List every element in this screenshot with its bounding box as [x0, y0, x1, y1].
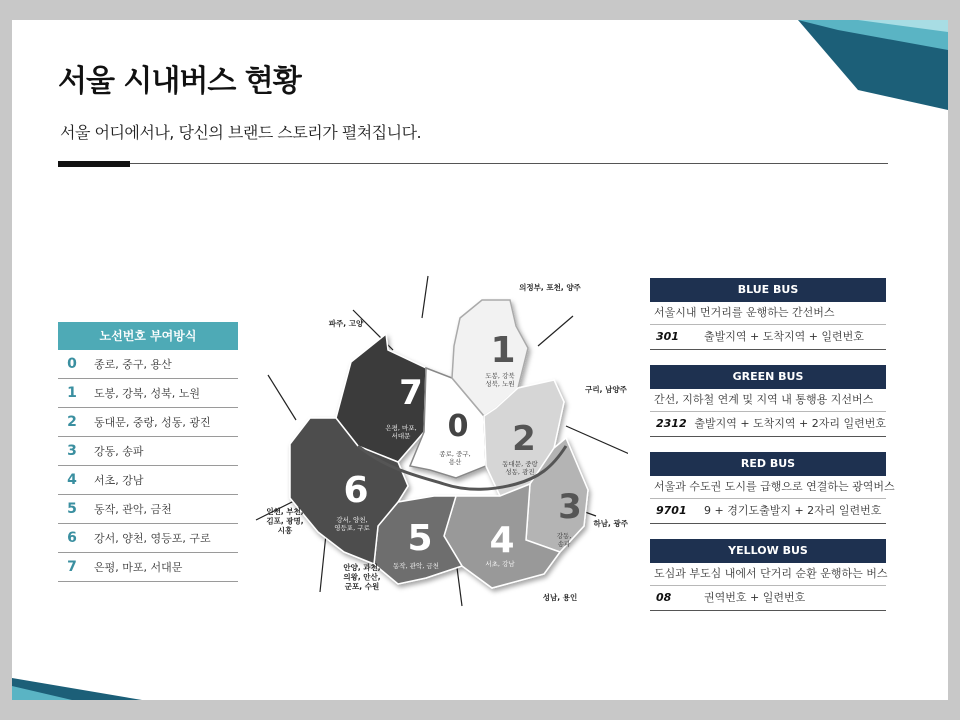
seoul-zone-map — [248, 270, 628, 610]
zone-caption-3: 강동, 송파 — [556, 532, 572, 549]
zone-caption-5: 동작, 관악, 금천 — [393, 562, 439, 570]
corner-decoration-top-right — [798, 20, 948, 110]
legend-number: 5 — [67, 501, 77, 517]
legend-title: 노선번호 부여방식 — [58, 322, 238, 350]
bus-number-formula: 권역번호 + 일련번호 — [704, 591, 806, 604]
bus-description: 도심과 부도심 내에서 단거리 순환 운행하는 버스 — [650, 563, 886, 586]
legend-areas: 강동, 송파 — [94, 445, 144, 458]
bus-panel-red — [650, 452, 895, 524]
outer-label-north: 의정부, 포천, 양주 — [519, 283, 581, 292]
bus-name: RED BUS — [650, 452, 886, 476]
zone-caption-2: 동대문, 중랑 성동, 광진 — [502, 460, 538, 477]
legend-number: 6 — [67, 530, 77, 546]
legend-number: 4 — [67, 472, 77, 488]
page-subtitle: 서울 어디에서나, 당신의 브랜드 스토리가 펼쳐집니다. — [60, 123, 422, 142]
bus-example-code: 2312 — [656, 417, 687, 430]
bus-number-rule — [650, 586, 886, 611]
bus-number-rule — [650, 325, 886, 350]
legend-row — [58, 495, 238, 524]
zone-number-5: 5 — [407, 518, 433, 559]
divider — [58, 163, 888, 164]
outer-label-southwest: 안양, 과천, 의왕, 안산, 군포, 수원 — [343, 563, 381, 591]
slide — [12, 20, 948, 700]
corner-decoration-bottom-left — [12, 678, 142, 700]
zone-caption-1: 도봉, 강북 성북, 노원 — [485, 372, 515, 389]
zone-number-0: 0 — [447, 409, 469, 444]
legend-areas: 종로, 중구, 용산 — [94, 358, 172, 371]
zone-number-2: 2 — [512, 419, 536, 459]
legend-row — [58, 379, 238, 408]
legend-number: 7 — [67, 559, 77, 575]
bus-number-formula: 출발지역 + 도착지역 + 일련번호 — [704, 330, 864, 343]
zone-number-4: 4 — [489, 520, 515, 561]
zone-number-1: 1 — [490, 330, 516, 371]
outer-label-northwest: 파주, 고양 — [328, 319, 364, 328]
bus-name: YELLOW BUS — [650, 539, 886, 563]
zone-caption-0: 종로, 중구, 용산 — [439, 450, 471, 467]
bus-number-rule — [650, 412, 886, 437]
legend-areas: 동작, 관악, 금천 — [94, 503, 172, 516]
outer-label-southeast: 하남, 광주 — [593, 519, 628, 528]
bus-number-rule — [650, 499, 886, 524]
bus-description: 간선, 지하철 연계 및 지역 내 통행용 지선버스 — [650, 389, 886, 412]
bus-panel-green — [650, 365, 886, 437]
legend-row — [58, 524, 238, 553]
zone-number-6: 6 — [343, 470, 369, 511]
outer-label-east: 구리, 남양주 — [585, 385, 627, 394]
bus-description: 서울과 수도권 도시를 급행으로 연결하는 광역버스 — [650, 476, 886, 499]
legend-number: 2 — [67, 414, 77, 430]
legend-number: 1 — [67, 385, 77, 401]
zone-number-7: 7 — [399, 373, 423, 413]
bus-name: GREEN BUS — [650, 365, 886, 389]
bus-example-code: 9701 — [656, 504, 687, 517]
legend-row — [58, 350, 238, 379]
bus-panel-yellow — [650, 539, 886, 611]
outer-label-south: 성남, 용인 — [542, 593, 578, 602]
page-title: 서울 시내버스 현황 — [58, 64, 301, 99]
bus-description: 서울시내 먼거리를 운행하는 간선버스 — [650, 302, 886, 325]
legend-areas: 동대문, 중랑, 성동, 광진 — [94, 416, 211, 429]
legend-row — [58, 437, 238, 466]
legend-number: 0 — [67, 356, 77, 372]
bus-number-formula: 출발지역 + 도착지역 + 2자리 일련번호 — [694, 417, 886, 430]
legend-areas: 강서, 양천, 영등포, 구로 — [94, 532, 211, 545]
bus-name: BLUE BUS — [650, 278, 886, 302]
route-number-legend — [58, 322, 238, 582]
bus-example-code: 08 — [656, 591, 672, 604]
legend-row — [58, 408, 238, 437]
legend-areas: 은평, 마포, 서대문 — [94, 561, 183, 574]
legend-areas: 도봉, 강북, 성북, 노원 — [94, 387, 200, 400]
bus-panel-blue — [650, 278, 886, 350]
zone-number-3: 3 — [558, 487, 582, 527]
legend-number: 3 — [67, 443, 77, 459]
bus-example-code: 301 — [656, 330, 679, 343]
divider-accent — [58, 161, 130, 167]
bus-number-formula: 9 + 경기도출발지 + 2자리 일련번호 — [704, 504, 882, 517]
legend-row — [58, 466, 238, 495]
legend-areas: 서초, 강남 — [94, 474, 144, 487]
zone-caption-4: 서초, 강남 — [485, 560, 515, 568]
legend-row — [58, 553, 238, 582]
zone-caption-6: 강서, 양천, 영등포, 구로 — [334, 516, 370, 533]
outer-label-west: 인천, 부천, 김포, 광명, 시흥 — [266, 507, 304, 535]
zone-caption-7: 은평, 마포, 서대문 — [385, 424, 417, 441]
